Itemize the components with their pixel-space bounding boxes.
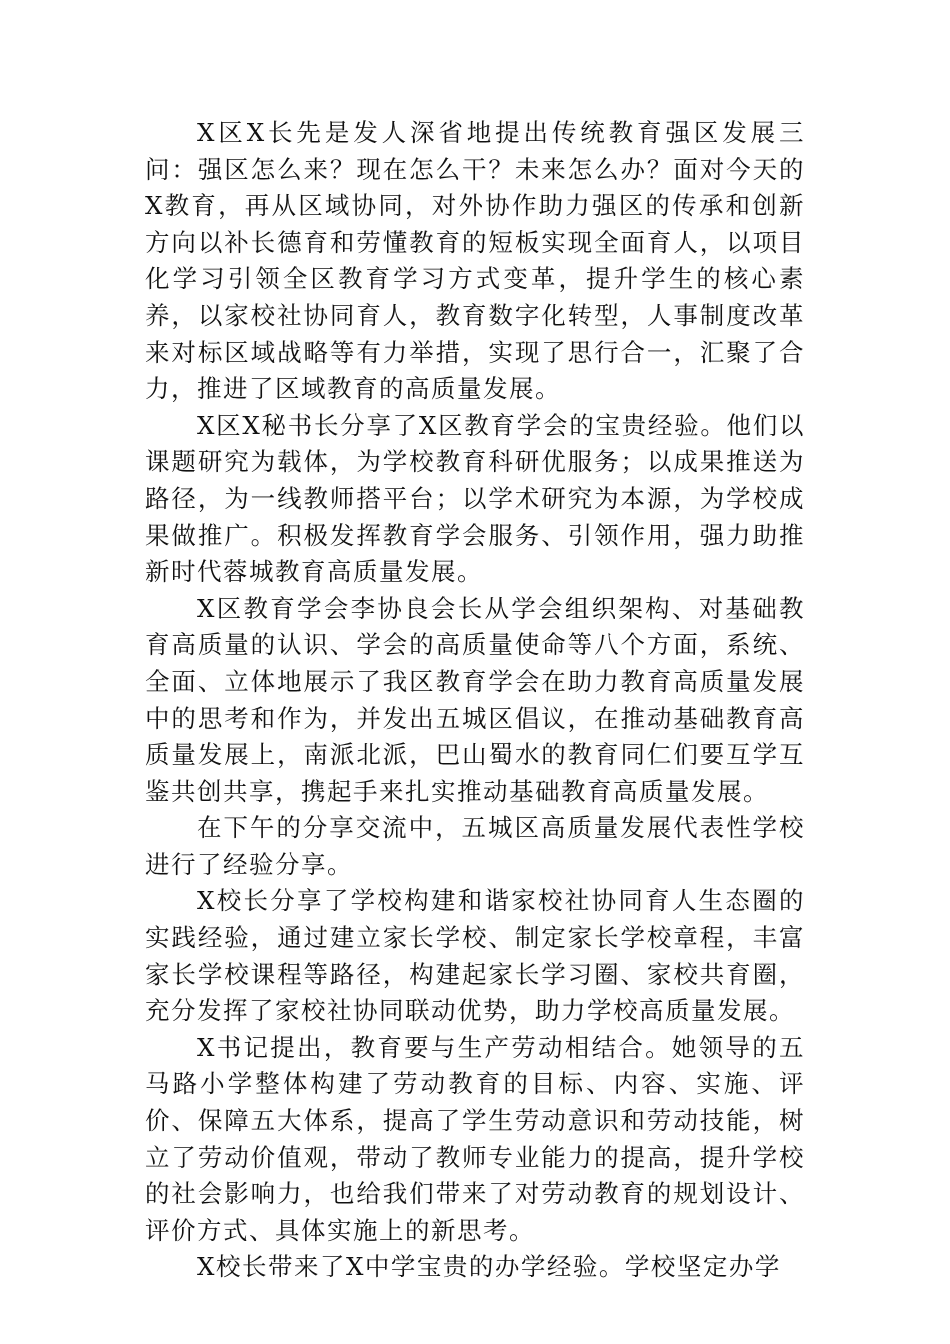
document-body xyxy=(145,115,805,1286)
paragraph-afternoon-exchange: 在下午的分享交流中，五城区高质量发展代表性学校进行了经验分享。 xyxy=(145,813,805,879)
paragraph-district-leader-questions: X区X长先是发人深省地提出传统教育强区发展三问：强区怎么来？现在怎么干？未来怎么办？面对今天的X教育，再从区域协同，对外协作助力强区的传承和创新方向以补长德育和劳懂教育的短板实现全面育人，以项目化学习引领全区教育学习方式变革，提升学生的核心素养，以家校社协同育人，教育数字化转型，人事制度改革来对标区域战略等有力举措，实现了思行合一，汇聚了合力，推进了区域教育的高质量发展。 xyxy=(145,118,805,404)
paragraph-society-president-initiative: X区教育学会李协良会长从学会组织架构、对基础教育高质量的认识、学会的高质量使命等八个方面，系统、全面、立体地展示了我区教育学会在助力教育高质量发展中的思考和作为，并发出五城区倡议，在推动基础教育高质量发展上，南派北派，巴山蜀水的教育同仁们要互学互鉴共创共享，携起手来扎实推动基础教育高质量发展。 xyxy=(145,593,805,806)
paragraph-principal-middle-school: X校长带来了X中学宝贵的办学经验。学校坚定办学 xyxy=(197,1252,781,1282)
paragraph-secretary-labor-education: X书记提出，教育要与生产劳动相结合。她领导的五马路小学整体构建了劳动教育的目标、内容、实施、评价、保障五大体系，提高了学生劳动意识和劳动技能，树立了劳动价值观，带动了教师专业能力的提高，提升学校的社会影响力，也给我们带来了对劳动教育的规划设计、评价方式、具体实施上的新思考。 xyxy=(145,1032,805,1245)
paragraph-principal-home-school: X校长分享了学校构建和谐家校社协同育人生态圈的实践经验，通过建立家长学校、制定家长学校章程，丰富家长学校课程等路径，构建起家长学习圈、家校共育圈，充分发挥了家校社协同联动优势，助力学校高质量发展。 xyxy=(145,886,805,1026)
paragraph-secretary-general-experience: X区X秘书长分享了X区教育学会的宝贵经验。他们以课题研究为载体，为学校教育科研优服务；以成果推送为路径，为一线教师搭平台；以学术研究为本源，为学校成果做推广。积极发挥教育学会服务、引领作用，强力助推新时代蓉城教育高质量发展。 xyxy=(145,410,805,587)
